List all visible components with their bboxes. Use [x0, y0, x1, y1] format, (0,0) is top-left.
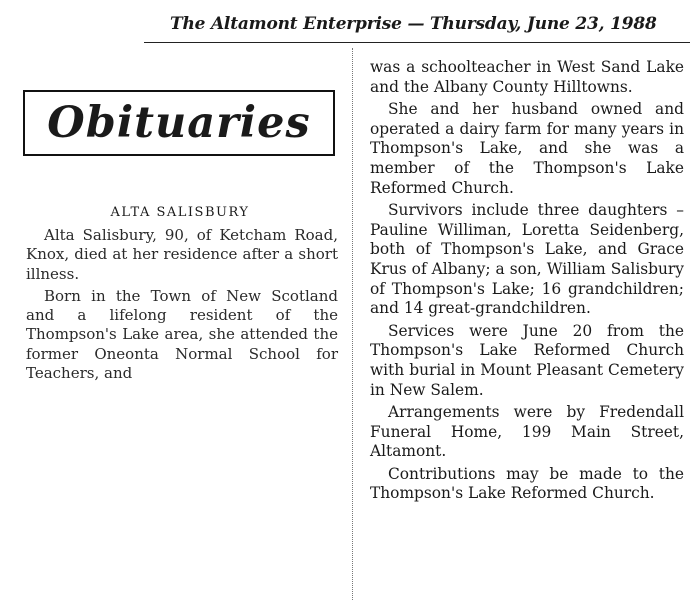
section-heading-box	[23, 90, 335, 156]
masthead-rule	[144, 42, 690, 43]
obituary-paragraph: Contributions may be made to the Thompson's Lake Reformed Church.	[370, 464, 684, 503]
column-divider	[352, 48, 353, 600]
newspaper-masthead: The Altamont Enterprise — Thursday, June 23, 1988	[170, 14, 657, 34]
obituary-paragraph: Services were June 20 from the Thompson's Lake Reformed Church with burial in Mount Pleasant Cemetery in New Salem.	[370, 321, 684, 399]
obituary-paragraph: Survivors include three daughters – Pauline Williman, Loretta Seidenberg, both of Thompson's Lake, and Grace Krus of Albany; a son, William Salisbury of Thompson's Lake; 16 grandchildren; and 14 great-grandchildren.	[370, 201, 684, 318]
obituary-paragraph: was a schoolteacher in West Sand Lake and the Albany County Hilltowns.	[370, 58, 684, 96]
obituary-paragraph: She and her husband owned and operated a dairy farm for many years in Thompson's Lake, and she was a member of the Thompson's Lake Reformed Church.	[370, 100, 684, 197]
obituary-paragraph: Born in the Town of New Scotland and a lifelong resident of the Thompson's Lake area, she attended the former Oneonta Normal School for Teachers, and	[26, 286, 338, 383]
section-heading: Obituaries	[47, 98, 311, 148]
right-column-text	[370, 58, 684, 507]
obituary-paragraph: Alta Salisbury, 90, of Ketcham Road, Knox, died at her residence after a short illness.	[26, 226, 338, 283]
obituary-name-heading: ALTA SALISBURY	[110, 205, 250, 220]
left-column-text	[26, 226, 338, 386]
obituary-paragraph: Arrangements were by Fredendall Funeral Home, 199 Main Street, Altamont.	[370, 403, 684, 461]
